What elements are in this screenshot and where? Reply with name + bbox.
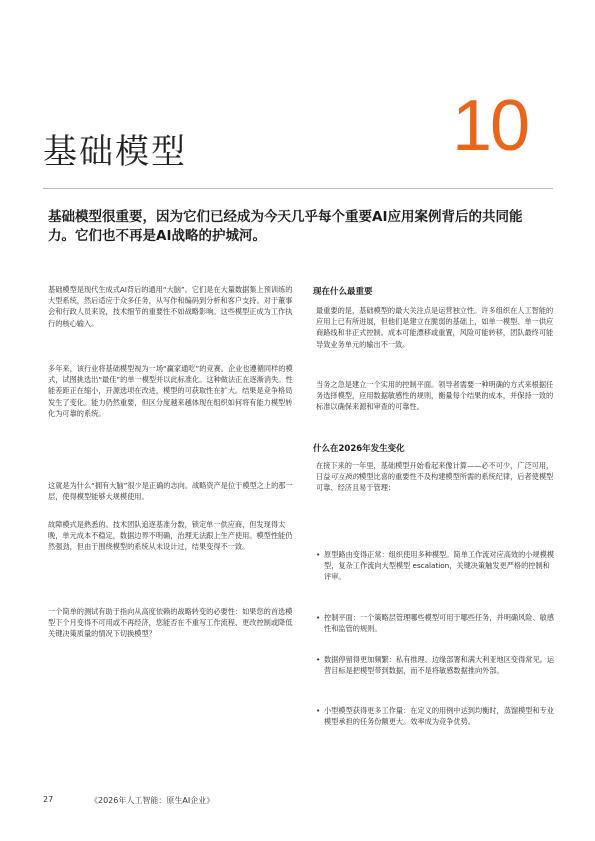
left-paragraph-1	[48, 284, 296, 329]
title-divider	[43, 188, 553, 189]
paragraph-text: 一个简单的测试有助于指向从高度依赖的战略转变的必要性：如果您的首选模型下个月变得不可用或不再经济，您能否在不重写工作流程、更改控制或降低关键决策质量的情况下切换模型？	[48, 607, 293, 639]
bullet-item	[316, 705, 556, 727]
bullet-item	[316, 612, 556, 634]
section-title: 基础模型	[43, 131, 187, 172]
left-paragraph-2	[48, 363, 296, 419]
left-paragraph-4	[48, 519, 296, 553]
bullet-text: 控制平面：一个策略层管理哪些模型可用于哪些任务，并明确风险、敏感性和监管的规则。	[324, 613, 555, 634]
page-number: 27	[43, 795, 54, 804]
emphasis-text: 可互换的	[330, 472, 360, 482]
paragraph-text-part: 模型比喜的重要性不及构建模型所需的系统纪律，后者使模型可靠、经济且易于管理：	[316, 472, 554, 493]
bullet-text: 原型路由变得正常：组织使用多种模型。简单工作流对应高效的小规模模型，复杂工作流向大型模型 escalation，关键决策触发更严格的控制和评审。	[324, 550, 555, 582]
paragraph-text: 基础模型是现代生成式AI背后的通用“大脑”。它们是在大量数据集上预训练的大型系统，然后适应于众多任务，从写作和编码到分析和客户支持。对于董事会和行政人员来说，技术细节的重要性不如战略影响。这些模型正成为工作执行的核心输入。	[48, 285, 293, 328]
paragraph-text: 这就是为什么“拥有大脑”很少是正确的志向。战略资产是位于模型之上的那一层，使得模型能够大规模使用。	[48, 481, 293, 502]
paragraph-text: 最重要的是，基础模型的最大关注点是运营独立性。许多组织在人工智能的应用上已有所进展，但他们是建立在脆弱的基础上，如单一模型、单一供应商路线和非正式控制。成本可能漂移或重置，风险可能转移，团队最终可能导致业务单元的输出不一致。	[316, 306, 554, 349]
paragraph-text: 多年来，该行业将基础模型视为一场“赢家通吃”的竞赛。企业也遵循同样的模式，试图挑选出“最佳”的单一模型并以此标准化。这种做法正在逐渐消失。性能差距正在缩小，开源选项在改进，模型的可获取性在扩大。结果是竞争格局发生了变化。能力仍然重要，但区分度越来越体现在组织如何将有能力模型转化为可靠的系统。	[48, 364, 293, 418]
section-number: 10	[452, 86, 529, 166]
bullet-text: 数据停留得更加频繁：私有推理、边缘部署和满大利亚地区变得常见。运营目标是把模型带到数据，而不是将敏感数据推向外部。	[324, 655, 555, 676]
footer-report-title: 《2026年人工智能：原生AI企业》	[90, 796, 215, 805]
subheading-what-matters: 现在什么最重要	[313, 287, 373, 297]
bullet-glyph: •	[316, 613, 321, 622]
bullet-item	[316, 549, 556, 583]
subheading-2026-changes: 什么在2026年发生变化	[313, 444, 405, 454]
bullet-item	[316, 654, 556, 676]
bullet-glyph: •	[316, 550, 321, 559]
right-paragraph-2	[316, 379, 556, 413]
right-paragraph-1	[316, 305, 556, 350]
paragraph-text	[316, 460, 556, 494]
bullet-glyph: •	[316, 706, 321, 715]
left-paragraph-5	[48, 606, 296, 640]
paragraph-text: 当务之急是建立一个实用的控制平面。领导者需要一种明确的方式来根据任务选择模型，应用数据敏感性的规则，衡量每个结果的成本，并保持一致的标准以确保来源和审查的可靠性。	[316, 380, 554, 412]
bullet-glyph: •	[316, 655, 321, 664]
left-paragraph-3	[48, 480, 296, 502]
headline: 基础模型很重要，因为它们已经成为今天几乎每个重要AI应用案例背后的共同能力。它们也不再是AI战略的护城河。	[48, 209, 523, 244]
paragraph-text-part: 在接下来的一年里，基础模型开始看起来像计算——必不可少，广泛可用，日益	[316, 461, 554, 482]
bullet-text: 小型模型获得更多工作量：在定义的用例中达到均衡时，蒸馏模型和专业模型承担的任务份额更大。效率成为竞争优势。	[324, 706, 555, 727]
paragraph-text: 故障模式是熟悉的。技术团队追逐基准分数，锁定单一供应商，但发现得太晚，单元成本不稳定，数据边界不明确，治理无法跟上生产使用。模型性能仍然强劲，但由于围绕模型的系统从未设计过，结果变得不一致。	[48, 520, 293, 552]
right-paragraph-3	[316, 460, 556, 494]
